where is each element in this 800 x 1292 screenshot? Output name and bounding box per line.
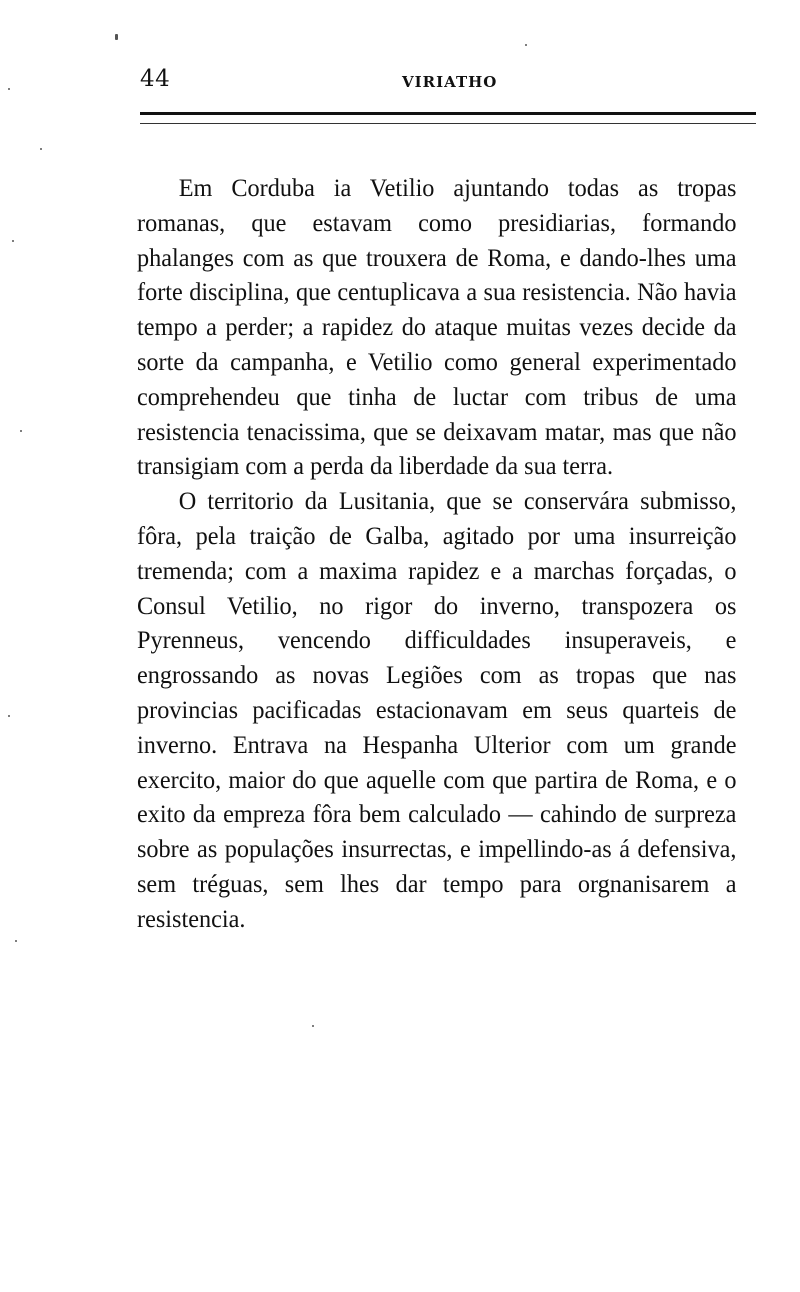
scan-speck [525, 44, 527, 46]
scan-speck [8, 715, 10, 717]
scan-speck [40, 148, 42, 150]
header-rule-thick [140, 112, 756, 115]
scan-speck [8, 88, 10, 90]
scan-speck [12, 240, 14, 242]
scan-speck [115, 34, 118, 40]
body-text [137, 172, 736, 938]
page-header [140, 66, 756, 96]
scan-speck [15, 940, 17, 942]
paragraph: Em Corduba ia Vetilio ajuntando todas as tropas romanas, que estavam como presidiarias, formando phalanges com as que trouxera de Roma, e dando-lhes uma forte disciplina, que centuplicava a sua resistencia. Não havia tempo a perder; a rapidez do ataque muitas vezes decide da sorte da campanha, e Vetilio como general experimentado comprehendeu que tinha de luctar com tribus de uma resistencia tenacissima, que se deixavam matar, mas que não transigiam com a perda da liberdade da sua terra. [137, 175, 737, 481]
scan-speck [20, 430, 22, 432]
scan-speck [312, 1025, 314, 1027]
running-title: VIRIATHO [402, 73, 498, 91]
page-number: 44 [140, 66, 171, 92]
header-rule-thin [140, 123, 756, 124]
paragraph: O territorio da Lusitania, que se conservára submisso, fôra, pela traição de Galba, agitado por uma insurreição tremenda; com a maxima rapidez e a marchas forçadas, o Consul Vetilio, no rigor do inverno, transpozera os Pyrenneus, vencendo difficuldades insuperaveis, e engrossando as novas Legiões com as tropas que nas provincias pacificadas estacionavam em seus quarteis de inverno. Entrava na Hespanha Ulterior com um grande exercito, maior do que aquelle com que partira de Roma, e o exito da empreza fôra bem calculado — cahindo de surpreza sobre as populações insurrectas, e impellindo-as á defensiva, sem tréguas, sem lhes dar tempo para orgnanisarem a resistencia. [137, 488, 737, 933]
